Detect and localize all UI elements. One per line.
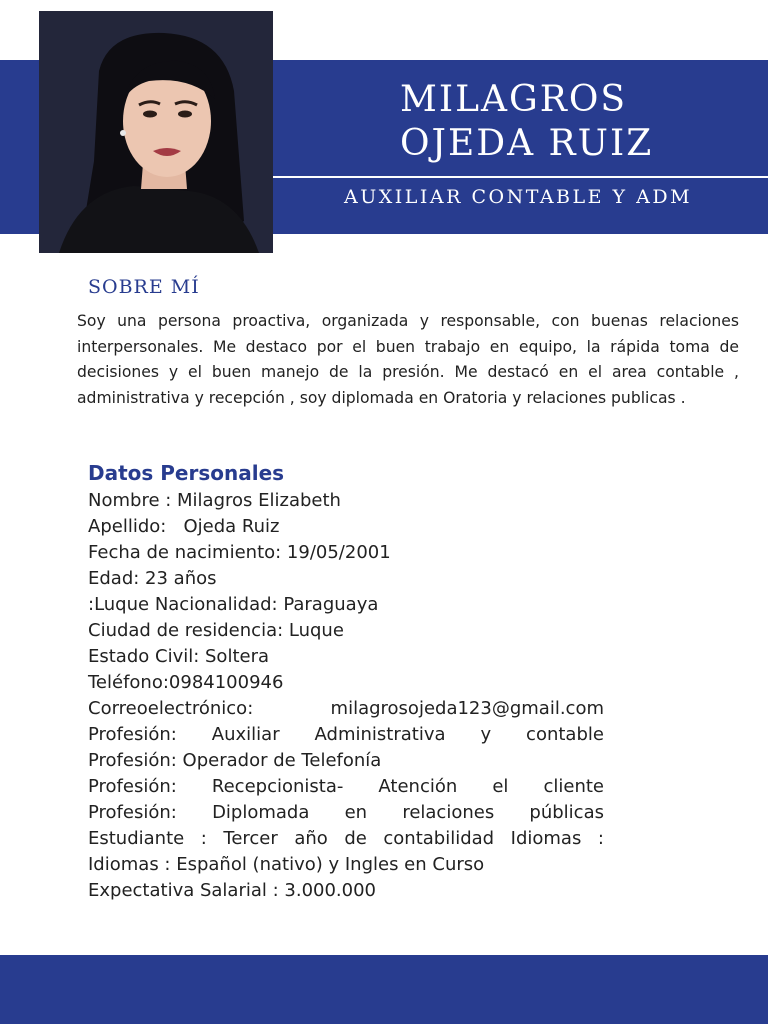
header-divider xyxy=(273,176,768,178)
personal-data-word: Fecha de nacimiento: 19/05/2001 xyxy=(88,542,391,563)
personal-data-field xyxy=(88,852,604,878)
personal-data-word: Edad: 23 años xyxy=(88,568,217,589)
name-first: MILAGROS xyxy=(400,79,628,120)
personal-data-field xyxy=(88,748,604,774)
personal-data-word: Idiomas xyxy=(510,828,582,849)
job-title: AUXILIAR CONTABLE Y ADM xyxy=(344,186,693,208)
personal-data-section xyxy=(88,458,604,904)
about-text: Soy una persona proactiva, organizada y responsable, con buenas relaciones interpersonales. Me destaco por el buen trabajo en equipo, la rápida toma de decisiones y el buen manejo de la presión. Me destacó en el area contable , administrativa y recepción , soy diplomada en Oratoria y relaciones publicas . xyxy=(77,312,739,407)
personal-data-field xyxy=(88,670,604,696)
personal-data-word: Expectativa Salarial : 3.000.000 xyxy=(88,880,377,901)
personal-data-word: contable xyxy=(526,724,604,745)
personal-data-word: Administrativa xyxy=(314,724,446,745)
personal-data-heading: Datos Personales xyxy=(88,461,285,485)
personal-data-word: Diplomada xyxy=(212,802,310,823)
personal-data-word: Nombre : Milagros Elizabeth xyxy=(88,490,341,511)
personal-data-field xyxy=(88,696,604,722)
personal-data-word: Idiomas : Español (nativo) y Ingles en Curso xyxy=(88,854,485,875)
personal-data-word: de xyxy=(344,828,367,849)
personal-data-word: Recepcionista- xyxy=(211,776,344,797)
personal-data-word: y xyxy=(480,724,492,745)
personal-data-field xyxy=(88,566,604,592)
personal-data-word: Teléfono:0984100946 xyxy=(88,672,284,693)
personal-data-field xyxy=(88,540,604,566)
personal-data-field xyxy=(88,618,604,644)
about-heading: SOBRE MÍ xyxy=(88,276,200,298)
personal-data-word: Tercer xyxy=(223,828,278,849)
personal-data-word: Apellido: Ojeda Ruiz xyxy=(88,516,280,537)
personal-data-field xyxy=(88,800,604,826)
personal-data-word: el xyxy=(492,776,509,797)
name-last: OJEDA RUIZ xyxy=(400,123,654,164)
profile-photo xyxy=(39,11,273,253)
personal-data-word: contabilidad xyxy=(383,828,495,849)
personal-data-field xyxy=(88,722,604,748)
personal-data-word: Correoelectrónico: xyxy=(88,698,254,719)
personal-data-word: públicas xyxy=(529,802,604,823)
personal-data-field xyxy=(88,878,604,904)
personal-data-word: :Luque Nacionalidad: Paraguaya xyxy=(88,594,379,615)
personal-data-word: Profesión: xyxy=(88,802,177,823)
personal-data-word: Ciudad de residencia: Luque xyxy=(88,620,344,641)
personal-data-field xyxy=(88,488,604,514)
personal-data-field xyxy=(88,644,604,670)
personal-data-word: Estudiante xyxy=(88,828,185,849)
personal-data-field xyxy=(88,826,604,852)
personal-data-field xyxy=(88,514,604,540)
personal-data-word: : xyxy=(200,828,207,849)
personal-data-field xyxy=(88,592,604,618)
personal-data-field xyxy=(88,774,604,800)
personal-data-list xyxy=(88,488,604,904)
personal-data-word: Profesión: xyxy=(88,724,177,745)
personal-data-word: Estado Civil: Soltera xyxy=(88,646,270,667)
personal-data-word: Profesión: Operador de Telefonía xyxy=(88,750,382,771)
personal-data-word: año xyxy=(294,828,328,849)
personal-data-word: Profesión: xyxy=(88,776,177,797)
personal-data-word: Atención xyxy=(378,776,458,797)
personal-data-word: : xyxy=(597,828,604,849)
candidate-name xyxy=(400,78,740,166)
personal-data-word: Auxiliar xyxy=(211,724,280,745)
personal-data-word: relaciones xyxy=(402,802,495,823)
footer-band xyxy=(0,955,768,1024)
personal-data-word: milagrosojeda123@gmail.com xyxy=(330,698,604,719)
personal-data-word: cliente xyxy=(543,776,604,797)
personal-data-word: en xyxy=(344,802,368,823)
